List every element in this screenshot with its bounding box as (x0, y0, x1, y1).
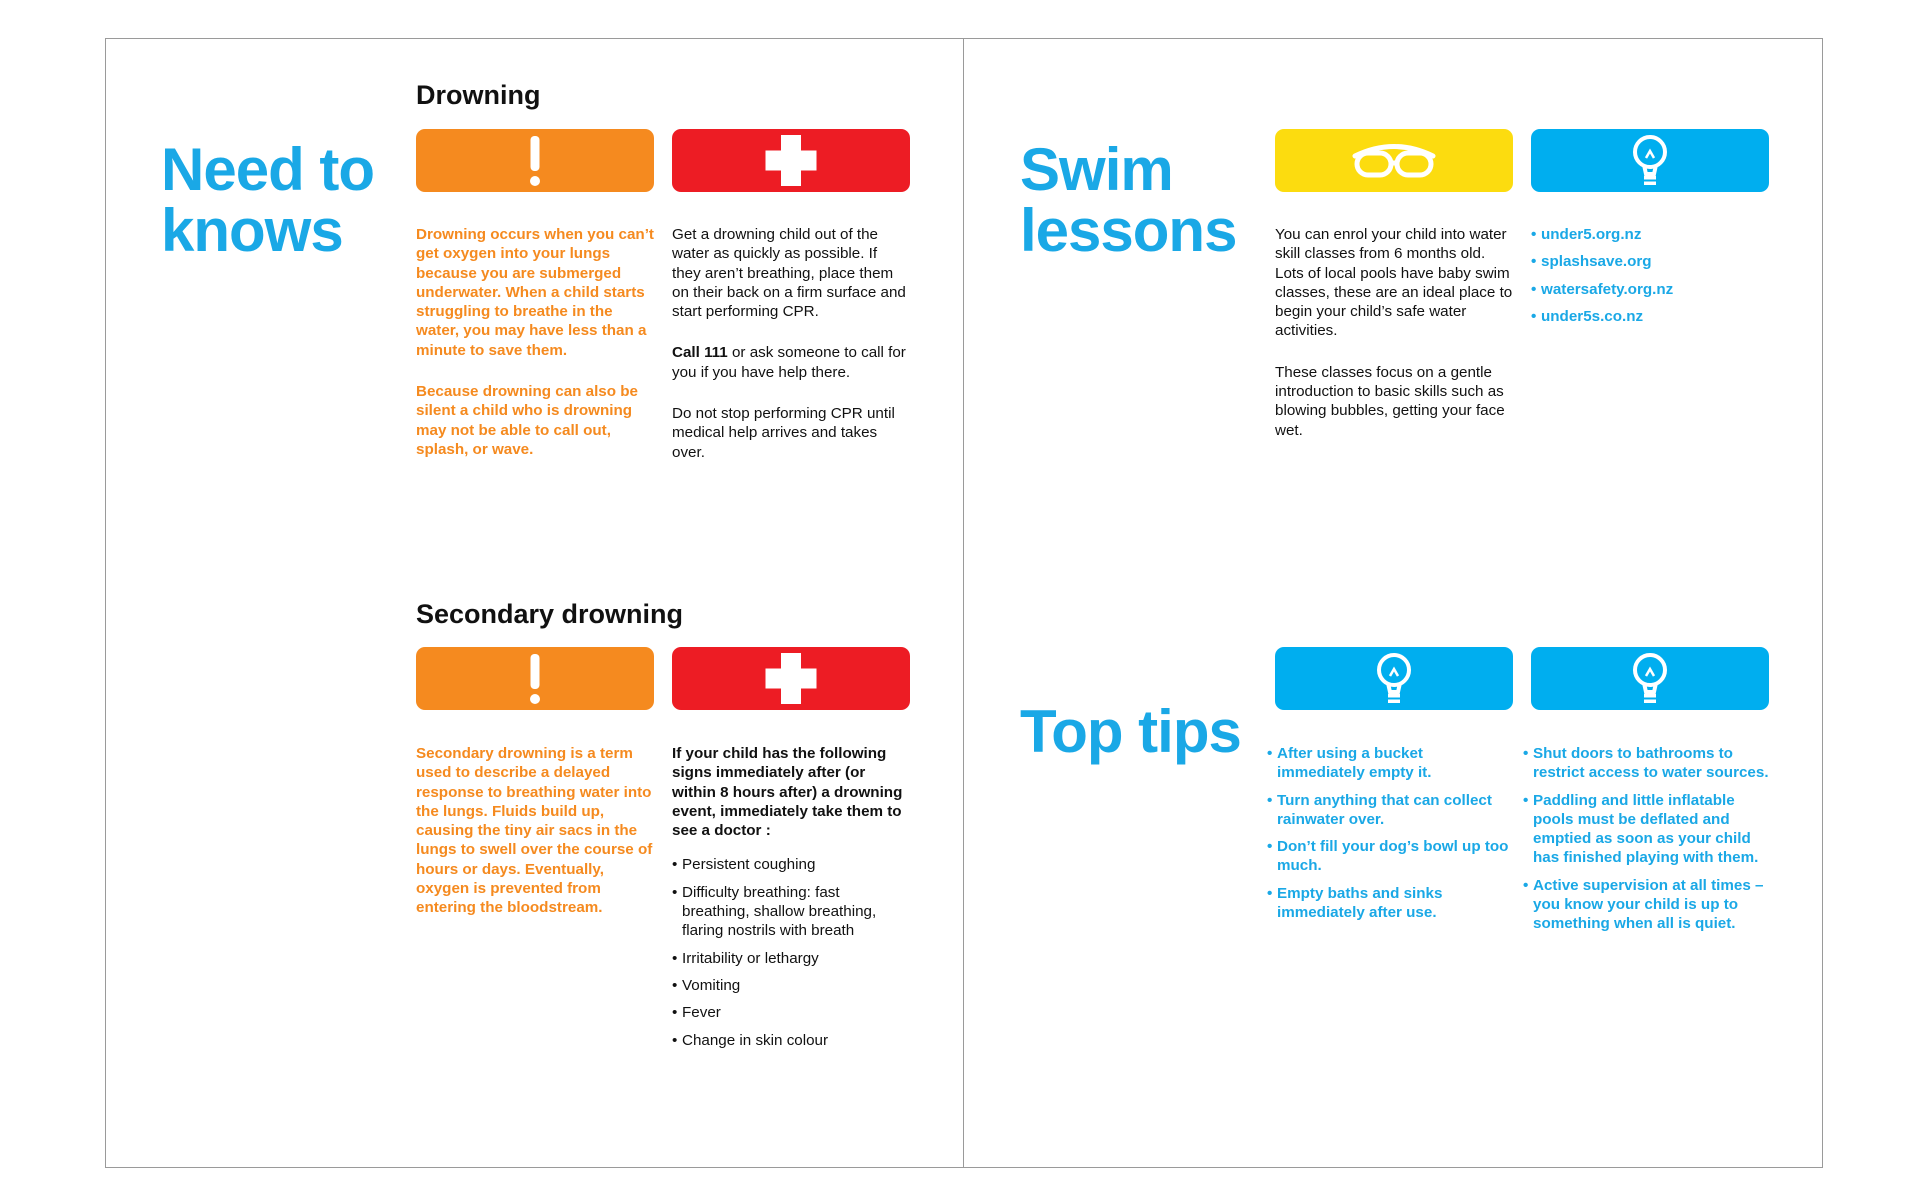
link-under5-org[interactable]: • under5.org.nz (1531, 225, 1769, 244)
tips-column-2 (1523, 744, 1769, 942)
swim-title-line-2: lessons (1020, 197, 1237, 264)
secondary-first-aid-banner (672, 647, 910, 710)
tips-list-2 (1523, 744, 1769, 934)
lightbulb-icon (1531, 129, 1769, 192)
drowning-first-aid-banner (672, 129, 910, 192)
drowning-action-text (672, 225, 910, 484)
lightbulb-icon (1531, 647, 1769, 710)
link-list (1531, 225, 1769, 326)
call-111-rest: or ask someone to call for you if you have help there. (672, 344, 906, 381)
tips-banner-1 (1275, 647, 1513, 710)
secondary-action-intro: If your child has the following signs immediately after (or within 8 hours after) a drowning event, immediately take them to see a doctor : (672, 745, 903, 840)
list-item: • Empty baths and sinks immediately after use. (1267, 884, 1513, 923)
goggles-banner (1275, 129, 1513, 192)
exclamation-icon (416, 129, 654, 192)
tips-banner-2 (1531, 647, 1769, 710)
drowning-warning-banner (416, 129, 654, 192)
drowning-heading: Drowning (416, 80, 541, 110)
swim-links (1531, 225, 1769, 334)
exclamation-icon (416, 647, 654, 710)
call-111-text: Call 111 (672, 344, 728, 362)
cross-icon (672, 647, 910, 710)
list-item: • Fever (672, 1003, 910, 1022)
list-item: • Difficulty breathing: fast breathing, shallow breathing, flaring nostrils with breath (672, 883, 910, 941)
symptom-list (672, 855, 910, 1049)
link-splashsave[interactable]: • splashsave.org (1531, 252, 1769, 271)
drowning-warning-paragraph-1: Drowning occurs when you can’t get oxygen into your lungs because you are submerged underwater. When a child starts struggling to breathe in the water, you may have less than a minute to save them. (416, 226, 654, 359)
goggles-icon (1275, 129, 1513, 192)
swim-paragraph-2: These classes focus on a gentle introduction to basic skills such as blowing bubbles, getting your face wet. (1275, 363, 1505, 439)
title-line-2: knows (161, 197, 343, 264)
list-item: • Don’t fill your dog’s bowl up too much. (1267, 837, 1513, 876)
left-page (105, 38, 965, 1168)
swim-lessons-title (1020, 136, 1237, 264)
list-item: • Change in skin colour (672, 1031, 910, 1050)
drowning-warning-text (416, 225, 654, 481)
link-watersafety[interactable]: • watersafety.org.nz (1531, 280, 1769, 299)
secondary-warning-paragraph: Secondary drowning is a term used to describe a delayed response to breathing water into the lungs. Fluids build up, causing the tiny air sacs in the lungs to swell over the course of hours or days. Eventually, oxygen is prevented from entering the bloodstream. (416, 745, 653, 917)
list-item: • Vomiting (672, 976, 910, 995)
drowning-action-paragraph-1: Get a drowning child out of the water as quickly as possible. If they aren’t breathing, place them on their back on a firm surface and start performing CPR. (672, 226, 906, 321)
link-under5s-co[interactable]: • under5s.co.nz (1531, 307, 1769, 326)
lightbulb-icon (1275, 647, 1513, 710)
list-item: • Irritability or lethargy (672, 949, 910, 968)
secondary-drowning-heading: Secondary drowning (416, 599, 684, 629)
list-item: • Shut doors to bathrooms to restrict access to water sources. (1523, 744, 1769, 783)
drowning-action-paragraph-3: Do not stop performing CPR until medical help arrives and takes over. (672, 405, 895, 461)
list-item: • After using a bucket immediately empty it. (1267, 744, 1513, 783)
swim-paragraph-1: You can enrol your child into water skill classes from 6 months old. Lots of local pools have baby swim classes, these are an ideal place to begin your child’s safe water activities. (1275, 226, 1513, 340)
list-item: • Paddling and little inflatable pools must be deflated and emptied as soon as your child has finished playing with them. (1523, 791, 1769, 868)
title-line-1: Need to (161, 136, 375, 203)
list-item: • Turn anything that can collect rainwater over. (1267, 791, 1513, 830)
list-item: • Persistent coughing (672, 855, 910, 874)
swim-tip-banner (1531, 129, 1769, 192)
secondary-warning-banner (416, 647, 654, 710)
page-title (161, 136, 375, 264)
right-page (963, 38, 1823, 1168)
cross-icon (672, 129, 910, 192)
swim-lessons-text (1275, 225, 1513, 462)
secondary-action-text (672, 744, 910, 1058)
top-tips-title: Top tips (1020, 698, 1241, 765)
list-item: • Active supervision at all times – you know your child is up to something when all is quiet. (1523, 876, 1769, 934)
tips-column-1 (1267, 744, 1513, 930)
swim-title-line-1: Swim (1020, 136, 1173, 203)
tips-list-1 (1267, 744, 1513, 922)
drowning-warning-paragraph-2: Because drowning can also be silent a child who is drowning may not be able to call out, splash, or wave. (416, 383, 638, 458)
secondary-warning-text (416, 744, 654, 940)
drowning-call-paragraph (672, 343, 910, 382)
